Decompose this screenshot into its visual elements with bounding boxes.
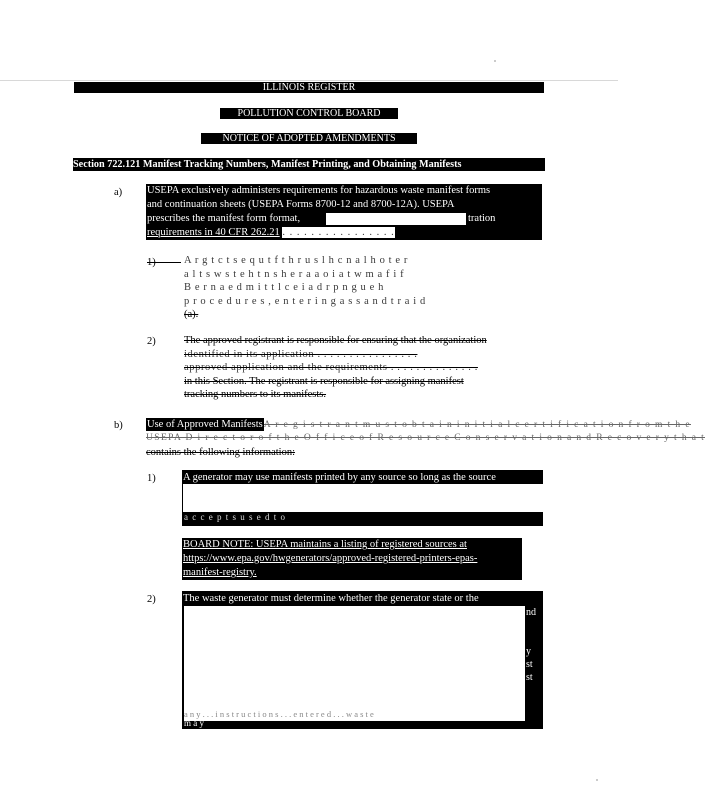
board-note-url: https://www.epa.gov/hwgenerators/approved-registered-printers-epas-: [183, 553, 478, 564]
subsection-b-line3: contains the following information:: [146, 447, 296, 458]
item-a1-line: p r o c e d u r e s , e n t e r i n g a s s a n d t r a i d: [184, 295, 426, 307]
subsection-a-line3: [146, 212, 542, 226]
item-b2-margin-char: st: [526, 659, 533, 670]
subsection-b-line2: USEPA D i r e c t o r o f t h e O f f i c e o f R e s o u r c e C o n s e r v a t i o n a n d R e c o v e r y t h a t: [146, 433, 705, 443]
item-a2-line: The approved registrant is responsible for ensuring that the organization: [184, 335, 487, 346]
item-b2-label: 2): [147, 594, 156, 605]
item-a2-line: identified in its application . . . . . . . . . . . . . . . .: [184, 348, 418, 360]
subsection-a-line4: [146, 226, 542, 240]
scan-line: [0, 80, 618, 81]
scan-speck: [494, 60, 496, 62]
item-a1-text: [184, 254, 426, 322]
subsection-a-line1: USEPA exclusively administers requirements for hazardous waste manifest forms: [147, 185, 491, 196]
scan-speck: [596, 779, 598, 781]
item-a1-line: B e r n a e d m i t t l c e i a d r p n g u e h: [184, 282, 384, 293]
agency-header: [220, 108, 398, 119]
subsection-a-line2: and continuation sheets (USEPA Forms 8700-12 and 8700-12A). USEPA: [147, 199, 455, 210]
subsection-a-line4-text: requirements in 40 CFR 262.21: [147, 227, 280, 238]
item-b2-block: [182, 591, 543, 729]
redaction-box: [326, 213, 466, 225]
item-a1-line: a l t s w s t e h t n s h e r a a o i a t w m a f i f: [184, 268, 405, 280]
item-b2-faint-line: a n y . . . i n s t r u c t i o n s . . . e n t e r e d . . . w a s t e: [184, 709, 374, 719]
subsection-a-line3-left: prescribes the manifest form format,: [147, 213, 301, 224]
item-a1-strike-lead: [147, 262, 181, 263]
subsection-a-line3-right: tration: [468, 213, 496, 224]
subsection-b-line1-rest: A r e g i s t r a n t m u s t o b t a i n i n i t i a l c e r t i f i c a t i o n f r o m t h e: [263, 420, 691, 430]
section-title-bar: [73, 158, 545, 171]
item-b2-line-end: m a y: [184, 718, 204, 728]
item-b1-line1: A generator may use manifests printed by any source so long as the source: [183, 472, 496, 483]
register-header: [74, 82, 544, 93]
notice-title: NOTICE OF ADOPTED AMENDMENTS: [222, 133, 396, 144]
agency-title: POLLUTION CONTROL BOARD: [237, 108, 381, 119]
board-note-url-end: manifest-registry.: [183, 567, 257, 578]
item-b2-line1: The waste generator must determine whether the generator state or the: [183, 593, 479, 604]
item-b2-margin-char: y: [526, 646, 531, 657]
item-a2-line: approved application and the requirements . . . . . . . . . . . . . .: [184, 362, 478, 373]
item-a1-line: A r g t c t s e q u t f t h r u s l h c n a l h o t e r: [184, 255, 409, 266]
item-a2-label: 2): [147, 336, 156, 347]
subsection-b-title: Use of Approved Manifests: [147, 419, 263, 430]
item-b2-redaction: [184, 606, 525, 721]
item-b1-label: 1): [147, 473, 156, 484]
register-title: ILLINOIS REGISTER: [262, 82, 356, 93]
item-a1-line: (a).: [184, 309, 199, 320]
subsection-a-label: a): [114, 187, 123, 198]
board-note-block: [182, 538, 522, 580]
item-b1-block: [182, 470, 543, 526]
section-title: Section 722.121 Manifest Tracking Numbers, Manifest Printing, and Obtaining Manifests: [73, 159, 462, 170]
board-note-line: BOARD NOTE: USEPA maintains a listing of registered sources at: [183, 539, 467, 550]
item-b2-margin-char: nd: [526, 607, 536, 618]
subsection-a-block: [146, 184, 542, 240]
subsection-b-label: b): [114, 420, 123, 431]
subsection-a-line4-faint: . . . . . . . . . . . . . . . .: [282, 227, 395, 238]
item-a2-line: tracking numbers to its manifests.: [184, 389, 327, 400]
notice-header: [201, 133, 417, 144]
item-b2-margin-char: st: [526, 672, 533, 683]
item-a2-text: [184, 334, 487, 402]
item-a2-line: in this Section. The registrant is responsible for assigning manifest: [184, 375, 464, 387]
item-b1-redaction: [182, 484, 544, 512]
item-b1-faint-line: a c c e p t s u s e d t o: [184, 512, 286, 522]
subsection-b-line1: [146, 418, 691, 432]
item-b2-margin: [526, 606, 536, 684]
